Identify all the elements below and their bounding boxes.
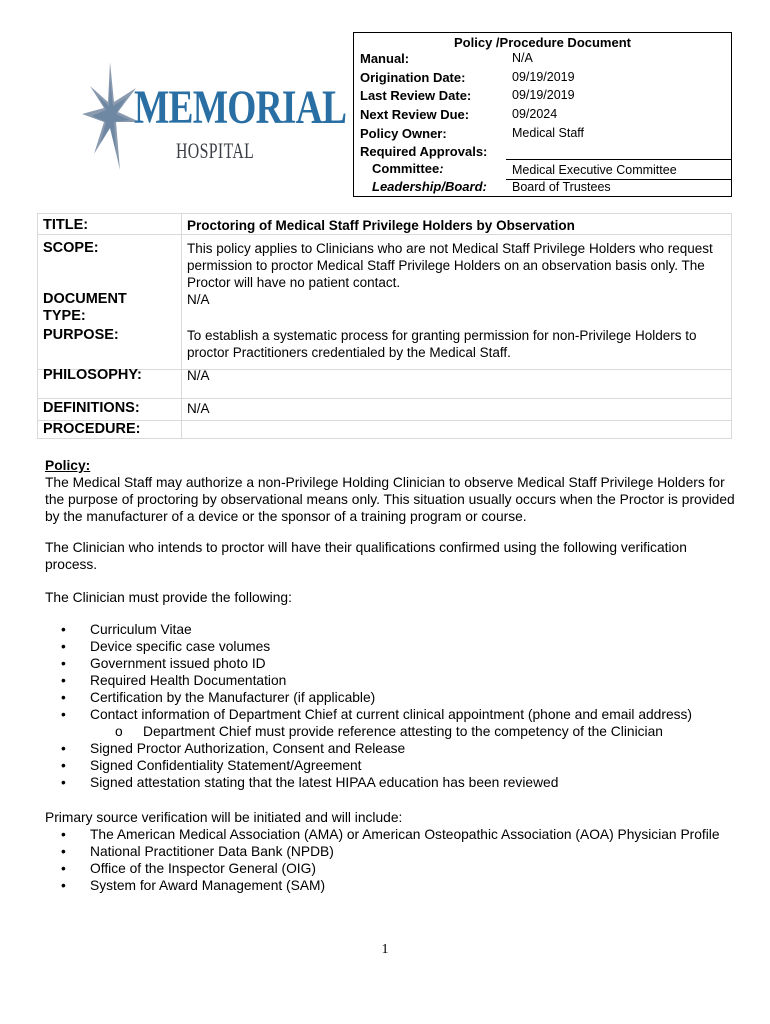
- row-divider: [38, 420, 731, 421]
- verification-list: [61, 826, 721, 894]
- list-item: • Signed Confidentiality Statement/Agreement: [61, 758, 362, 773]
- row-divider: [38, 398, 731, 399]
- doctype-label-line2: TYPE:: [43, 308, 86, 324]
- purpose-value: To establish a systematic process for granting permission for non-Privilege Holders to proctor Practitioners credentialed by the Medical Staff.: [187, 328, 697, 360]
- origination-label: Origination Date:: [360, 70, 466, 85]
- next-review-value: 09/2024: [512, 107, 558, 121]
- board-divider: [506, 179, 731, 180]
- star-icon: [82, 62, 142, 170]
- next-review-label: Next Review Due:: [360, 107, 470, 122]
- list-item: • Required Health Documentation: [61, 673, 287, 688]
- scope-value: This policy applies to Clinicians who are not Medical Staff Privilege Holders who request permission to proctor Medical Staff Privilege Holders on an observation basis only. The Proctor will have no patient contact.: [187, 241, 713, 290]
- list-item: • Contact information of Department Chief at current clinical appointment (phone and email address): [61, 707, 693, 722]
- list-item: • National Practitioner Data Bank (NPDB): [61, 844, 334, 859]
- manual-row: [360, 50, 730, 67]
- requirements-intro: The Clinician must provide the following:: [45, 590, 292, 605]
- manual-value: N/A: [512, 51, 533, 65]
- list-item: • Office of the Inspector General (OIG): [61, 861, 316, 876]
- list-item: • Certification by the Manufacturer (if applicable): [61, 690, 376, 705]
- origination-value: 09/19/2019: [512, 70, 575, 84]
- doctype-label-line1: DOCUMENT: [43, 291, 127, 307]
- list-item: • System for Award Management (SAM): [61, 878, 326, 893]
- verification-intro: Primary source verification will be initiated and will include:: [45, 810, 403, 825]
- definitions-value: N/A: [187, 401, 210, 416]
- title-value: Proctoring of Medical Staff Privilege Holders by Observation: [187, 218, 575, 233]
- table-column-divider: [181, 214, 182, 438]
- policy-info-box: [353, 32, 732, 197]
- row-divider: [38, 234, 731, 235]
- board-label: Leadership/Board:: [372, 179, 487, 194]
- requirements-list: [61, 621, 721, 791]
- committee-row: [360, 160, 730, 177]
- next-review-row: [360, 106, 730, 123]
- scope-label: SCOPE:: [43, 240, 99, 256]
- verification-paragraph: The Clinician who intends to proctor will have their qualifications confirmed using the following verification process.: [45, 540, 687, 572]
- info-box-title: Policy /Procedure Document: [454, 35, 631, 50]
- approvals-row: [360, 143, 730, 160]
- board-row: [360, 178, 730, 195]
- owner-label: Policy Owner:: [360, 126, 447, 141]
- committee-label: Committee:: [372, 161, 444, 176]
- policy-metadata-table: [37, 213, 732, 439]
- list-item: • Curriculum Vitae: [61, 622, 192, 637]
- policy-paragraph: The Medical Staff may authorize a non-Privilege Holding Clinician to observe Medical Staff Privilege Holders for the purpose of proctoring by observational means only. This situation usually occurs when the Proctor is provided by the manufacturer of a device or the sponsor of a training program or course.: [45, 475, 735, 524]
- procedure-label: PROCEDURE:: [43, 421, 141, 437]
- sub-list-item: o Department Chief must provide reference attesting to the competency of the Clinician: [115, 724, 663, 739]
- owner-value: Medical Staff: [512, 126, 585, 140]
- committee-value: Medical Executive Committee: [512, 163, 677, 177]
- list-item: • Government issued photo ID: [61, 656, 266, 671]
- logo-subtitle: HOSPITAL: [176, 138, 255, 163]
- hospital-logo: [82, 62, 347, 170]
- page-number: 1: [381, 942, 389, 957]
- definitions-label: DEFINITIONS:: [43, 400, 140, 416]
- owner-row: [360, 125, 730, 142]
- list-item: • Signed attestation stating that the latest HIPAA education has been reviewed: [61, 775, 559, 790]
- last-review-label: Last Review Date:: [360, 88, 472, 103]
- list-item: • Signed Proctor Authorization, Consent and Release: [61, 741, 406, 756]
- board-value: Board of Trustees: [512, 180, 611, 194]
- committee-divider: [506, 159, 731, 160]
- list-item: • Device specific case volumes: [61, 639, 271, 654]
- policy-heading: Policy:: [45, 458, 91, 473]
- logo-wordmark: MEMORIAL: [134, 81, 347, 134]
- last-review-value: 09/19/2019: [512, 88, 575, 102]
- list-item: • The American Medical Association (AMA) or American Osteopathic Association (AOA) Physician Profile: [61, 827, 720, 842]
- origination-row: [360, 69, 730, 86]
- approvals-label: Required Approvals:: [360, 144, 488, 159]
- philosophy-label: PHILOSOPHY:: [43, 367, 142, 383]
- purpose-label: PURPOSE:: [43, 327, 119, 343]
- philosophy-value: N/A: [187, 368, 210, 383]
- last-review-row: [360, 87, 730, 104]
- manual-label: Manual:: [360, 51, 410, 66]
- doctype-value: N/A: [187, 292, 210, 307]
- title-label: TITLE:: [43, 217, 89, 233]
